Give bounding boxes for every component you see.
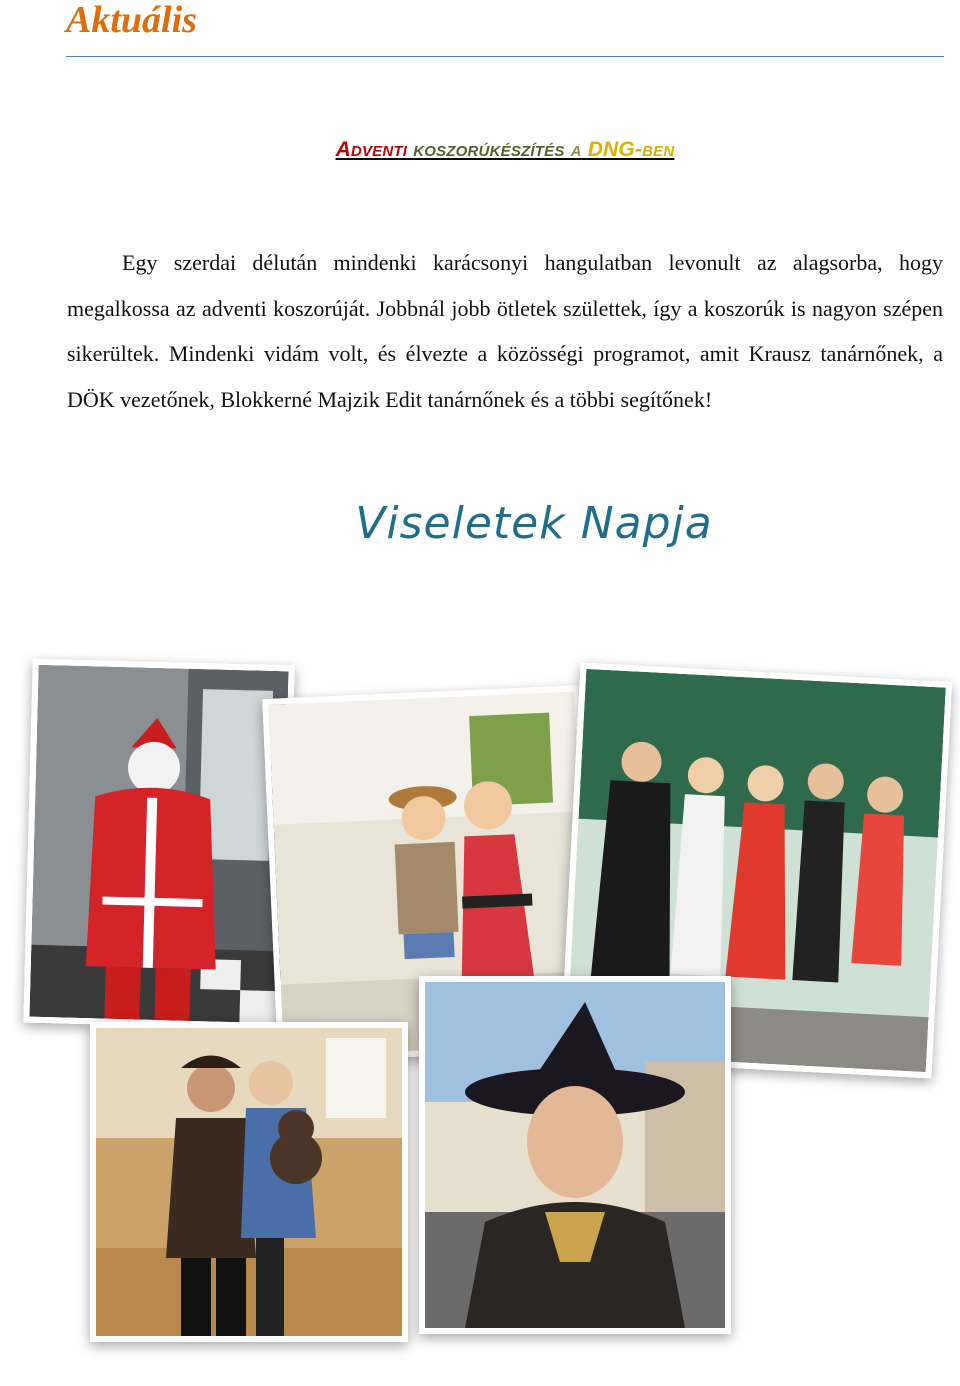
article-heading xyxy=(0,138,960,162)
photo-pirates xyxy=(90,1022,408,1342)
section-title: Aktuális xyxy=(66,0,197,41)
heading-word-dng: DNG-ben xyxy=(587,138,675,161)
article-paragraph: Egy szerdai délután mindenki karácsonyi hangulatban levonult az alagsorba, hogy megalkossa az adventi koszorúját. Jobbnál jobb ötletek születtek, így a koszorúk is nagyon szépen sikerültek. Mindenki vidám volt, és élvezte a közösségi programot, amit Krausz tanárnőnek, a DÖK vezetőnek, Blokkerné Majzik Edit tanárnőnek és a többi segítőnek! xyxy=(67,250,943,412)
header-divider xyxy=(66,56,944,57)
photo-wizard xyxy=(419,976,731,1334)
heading-word-adventi: Adventi xyxy=(335,138,408,161)
photo-santa xyxy=(23,659,294,1030)
subsection-title: Viseletek Napja xyxy=(355,498,713,549)
heading-word-a: a xyxy=(570,138,582,161)
heading-word-koszorukeszites: koszorúkészítés xyxy=(413,138,565,161)
